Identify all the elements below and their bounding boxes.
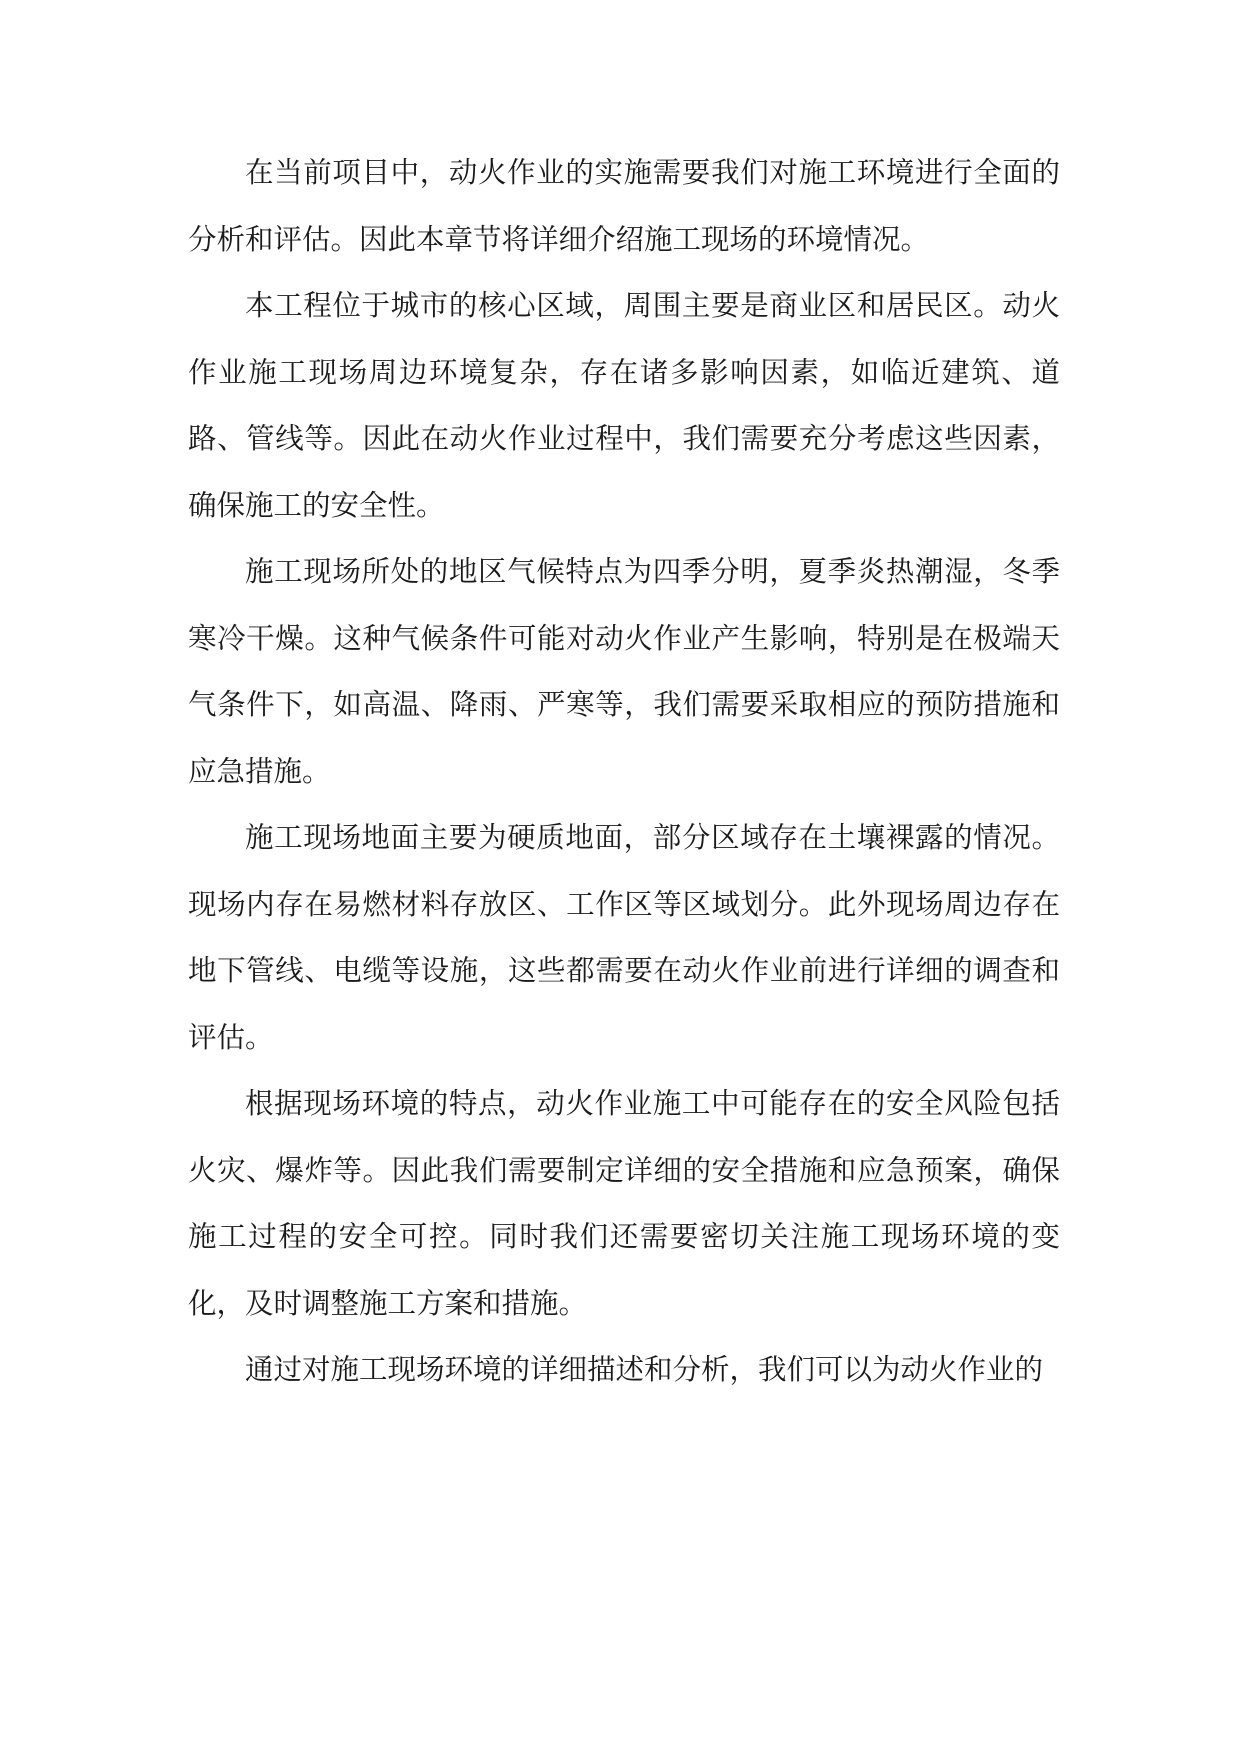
paragraph: 在当前项目中，动火作业的实施需要我们对施工环境进行全面的分析和评估。因此本章节将详细介绍施工现场的环境情况。 (188, 156, 1060, 256)
paragraph: 施工现场地面主要为硬质地面，部分区域存在土壤裸露的情况。现场内存在易燃材料存放区、工作区等区域划分。此外现场周边存在地下管线、电缆等设施，这些都需要在动火作业前进行详细的调查和评估。 (188, 821, 1060, 1054)
paragraph: 根据现场环境的特点，动火作业施工中可能存在的安全风险包括火灾、爆炸等。因此我们需要制定详细的安全措施和应急预案，确保施工过程的安全可控。同时我们还需要密切关注施工现场环境的变化，及时调整施工方案和措施。 (188, 1087, 1060, 1320)
paragraph: 本工程位于城市的核心区域，周围主要是商业区和居民区。动火作业施工现场周边环境复杂，存在诸多影响因素，如临近建筑、道路、管线等。因此在动火作业过程中，我们需要充分考虑这些因素，确保施工的安全性。 (188, 289, 1060, 522)
document-body (188, 140, 1060, 1404)
paragraph: 施工现场所处的地区气候特点为四季分明，夏季炎热潮湿，冬季寒冷干燥。这种气候条件可能对动火作业产生影响，特别是在极端天气条件下，如高温、降雨、严寒等，我们需要采取相应的预防措施和应急措施。 (188, 555, 1060, 788)
paragraph: 通过对施工现场环境的详细描述和分析，我们可以为动火作业的 (245, 1353, 1044, 1386)
